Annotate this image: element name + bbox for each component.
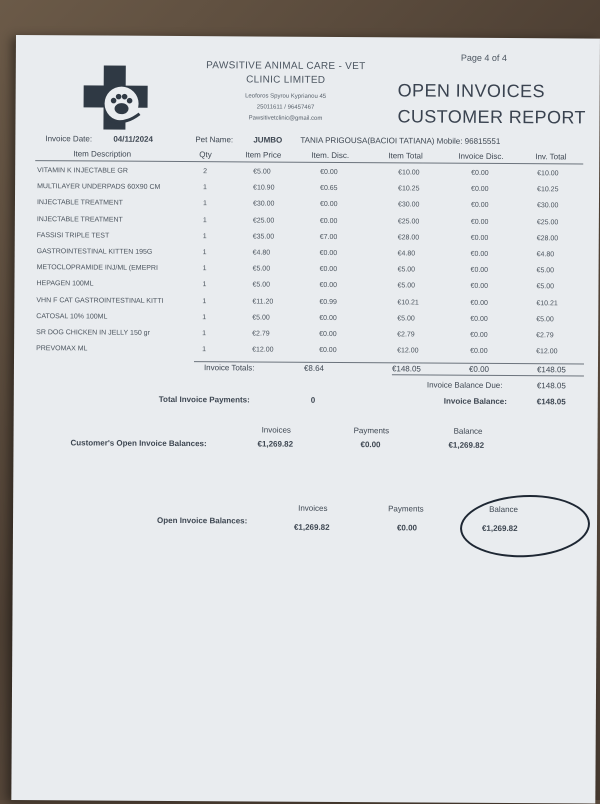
cell-item-disc: €0.65 [320,185,338,193]
cell-qty: 1 [202,249,207,257]
cell-description: INJECTABLE TREATMENT [36,215,123,224]
cell-description: INJECTABLE TREATMENT [36,199,123,208]
cell-inv-total: €10.21 [536,299,558,307]
cell-description: CATOSAL 10% 100ML [36,312,108,321]
cell-item-price: €4.80 [252,249,271,257]
cell-description: MULTILAYER UNDERPADS 60X90 CM [37,183,161,192]
cell-item-total: €10.00 [398,169,420,177]
cell-inv-total: €28.00 [536,234,559,243]
cell-description: HEPAGEN 100ML [36,280,94,288]
customer-payments-value: €0.00 [360,440,381,450]
cell-inv-total: €12.00 [536,348,558,356]
column-header-item-price: Item Price [245,150,282,160]
pet-name-value: JUMBO [253,135,283,145]
cell-item-total: €28.00 [397,234,420,242]
cell-item-total: €25.00 [397,217,420,226]
total-payments-label: Total Invoice Payments: [158,394,250,405]
cell-invoice-disc: €0.00 [470,283,489,291]
company-name-line2: CLINIC LIMITED [246,74,326,86]
customer-invoices-header: Invoices [261,425,291,435]
cell-item-price: €10.90 [253,184,275,192]
cell-item-total: €10.21 [397,298,419,307]
cell-description: SR DOG CHICKEN IN JELLY 150 gr [36,329,150,337]
cell-item-total: €5.00 [397,266,416,274]
open-balance-header: Balance [489,504,519,515]
company-address: Leoforos Spyrou Kyprianou 45 [245,93,327,100]
cell-item-total: €30.00 [397,201,420,209]
cell-item-disc: €7.00 [319,233,338,241]
cell-qty: 1 [202,200,207,208]
cell-qty: 1 [202,346,207,354]
invoice-report-page [11,35,600,804]
cell-qty: 1 [202,281,207,289]
cell-invoice-disc: €0.00 [470,234,489,242]
column-header-item-disc: Item. Disc. [311,150,350,161]
cell-item-total: €12.00 [397,347,419,355]
cell-inv-total: €2.79 [536,332,554,340]
cell-item-price: €30.00 [252,200,275,208]
company-email: Pawsitivetclinic@gmail.com [248,115,323,122]
cell-item-disc: €0.00 [319,217,338,225]
cell-invoice-disc: €0.00 [470,315,488,323]
pet-name-label: Pet Name: [195,135,234,145]
cell-item-price: €5.00 [253,168,271,176]
cell-item-total: €5.00 [397,315,415,323]
totals-underline [392,374,584,376]
cell-invoice-disc: €0.00 [470,202,489,210]
cell-item-total: €2.79 [397,331,415,339]
cell-qty: 1 [202,232,207,240]
cell-invoice-disc: €0.00 [471,185,489,194]
cell-description: PREVOMAX ML [36,345,88,353]
cell-item-disc: €0.00 [319,266,338,274]
invoice-totals-label: Invoice Totals: [203,363,255,373]
cell-qty: 2 [203,168,208,176]
cell-inv-total: €5.00 [536,283,555,291]
cell-inv-total: €5.00 [536,315,554,324]
cell-inv-total: €10.00 [537,170,559,178]
invoice-balance-value: €148.05 [536,397,566,407]
cell-item-disc: €0.99 [319,298,337,306]
cell-inv-total: €5.00 [536,267,555,275]
customer-info: TANIA PRIGOUSA(BACIOI TATIANA) Mobile: 96815551 [300,135,501,146]
open-payments-header: Payments [388,504,424,514]
column-header-qty: Qty [199,150,212,160]
column-header-description: Item Description [73,149,132,159]
page-number: Page 4 of 4 [460,52,507,63]
column-header-inv-total: Inv. Total [535,152,567,162]
hand-drawn-circle-mark [459,492,592,560]
cell-item-total: €4.80 [397,250,416,258]
invoice-totals-invoice-disc: €0.00 [468,364,490,374]
company-contact [220,91,350,125]
customer-balance-value: €1,269.82 [448,440,485,450]
company-name-line1: PAWSITIVE ANIMAL CARE - VET [206,60,366,73]
invoice-balance-label: Invoice Balance: [443,396,507,407]
cell-qty: 1 [202,313,207,321]
cell-qty: 1 [202,216,207,224]
cell-item-disc: €0.00 [320,168,338,176]
customer-invoices-value: €1,269.82 [257,439,294,449]
cell-item-disc: €0.00 [319,314,337,322]
cell-qty: 1 [202,330,207,338]
invoice-totals-item-total: €148.05 [391,364,421,374]
cell-description: VHN F CAT GASTROINTESTINAL KITTI [36,296,164,305]
cell-invoice-disc: €0.00 [470,266,489,275]
cell-item-price: €5.00 [252,281,271,289]
cell-item-disc: €0.00 [319,201,338,209]
cell-item-total: €10.25 [398,185,420,193]
cell-item-disc: €0.00 [319,249,338,257]
cell-inv-total: €10.25 [537,186,559,194]
cell-item-price: €35.00 [252,233,275,241]
open-balance-value: €1,269.82 [481,523,518,534]
customer-payments-header: Payments [353,426,390,436]
cell-item-disc: €0.00 [319,282,338,290]
company-name [201,59,371,88]
cell-inv-total: €25.00 [536,218,559,226]
report-title-line2: CUSTOMER REPORT [397,106,586,128]
cell-invoice-disc: €0.00 [470,218,489,226]
customer-balance-header: Balance [453,426,483,436]
cell-item-disc: €0.00 [319,330,337,338]
open-invoices-header: Invoices [298,503,328,513]
cell-inv-total: €4.80 [536,251,555,259]
cell-description: GASTROINTESTINAL KITTEN 195G [36,248,153,256]
cell-inv-total: €30.00 [536,202,559,210]
cell-item-price: €2.79 [252,330,270,338]
cell-invoice-disc: €0.00 [470,250,489,258]
cell-qty: 1 [202,297,207,305]
medical-cross-paw-logo-icon [81,63,149,131]
cell-item-price: €12.00 [252,346,274,354]
cell-invoice-disc: €0.00 [470,299,488,307]
cell-item-disc: €0.00 [319,347,337,355]
cell-item-price: €5.00 [252,314,270,322]
open-invoices-value: €1,269.82 [293,522,330,532]
open-invoice-balances-label: Open Invoice Balances: [157,515,248,526]
cell-qty: 1 [203,184,207,192]
cell-item-price: €25.00 [252,217,275,225]
cell-item-price: €5.00 [252,265,271,273]
cell-description: FASSISI TRIPLE TEST [36,231,110,240]
invoice-date-label: Invoice Date: [45,134,93,144]
cell-description: METOCLOPRAMIDE INJ/ML (EMEPRI [36,264,158,273]
report-title-line1: OPEN INVOICES [397,80,545,102]
balance-due-value: €148.05 [536,381,566,391]
cell-invoice-disc: €0.00 [470,347,488,356]
company-phones: 25011611 / 96457467 [256,104,315,111]
cell-invoice-disc: €0.00 [470,331,488,339]
cell-description: VITAMIN K INJECTABLE GR [37,167,128,175]
cell-invoice-disc: €0.00 [471,169,489,177]
cell-item-total: €5.00 [397,282,416,290]
report-title [397,77,597,130]
invoice-totals-item-disc: €8.64 [303,363,325,373]
balance-due-label: Invoice Balance Due: [426,380,503,390]
invoice-date-value: 04/11/2024 [113,134,154,144]
invoice-totals-inv-total: €148.05 [536,365,566,375]
customer-open-balances-label: Customer's Open Invoice Balances: [70,438,207,449]
column-header-item-total: Item Total [388,151,423,161]
open-payments-value: €0.00 [396,523,418,533]
cell-item-price: €11.20 [252,298,274,306]
cell-qty: 1 [202,265,207,273]
total-payments-value: 0 [310,395,316,405]
column-header-invoice-disc: Invoice Disc. [458,151,504,161]
